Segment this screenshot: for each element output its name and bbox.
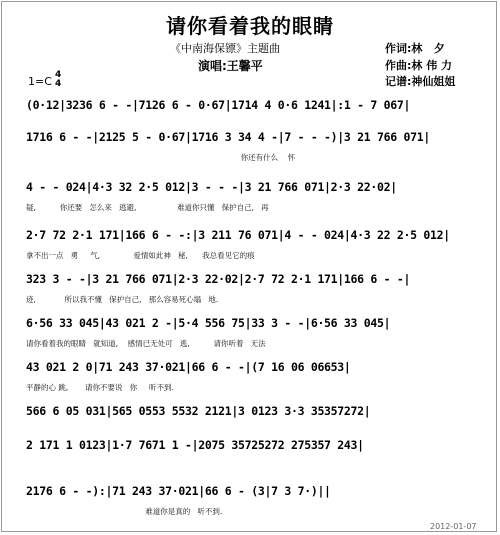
lyric-line: 请你看着我的眼睛 就知道, 感情已无处可 逃, 请你听着 无法 (26, 339, 266, 348)
date-stamp: 2012-01-07 (430, 522, 477, 531)
meter-bottom: 4 (55, 79, 62, 89)
notation-line: 4 - - 024|4·3 32 2·5 012|3 - - -|3 21 766 071|2·3 22·02| (26, 180, 397, 194)
notation-line: 1716 6 - -|2125 5 - 0·67|1716 3 34 4 -|7 - - -)|3 21 766 071| (26, 130, 431, 144)
notation-line: 43 021 2 0|71 243 37·021|66 6 - -|(7 16 06 06653| (26, 360, 351, 374)
notation-line: 566 6 05 031|565 0553 5532 2121|3 0123 3·3 35357272| (26, 404, 371, 418)
lyric-line: 迹, 所以我不懂 保护自己, 那么容易死心塌 地. (26, 295, 219, 304)
notation-line: (0·12|3236 6 - -|7126 6 - 0·67|1714 4 0·6 1241|:1 - 7 067| (26, 98, 411, 112)
notation-line: 323 3 - -|3 21 766 071|2·3 22·02|2·7 72 2·1 171|166 6 - -| (26, 272, 411, 286)
time-signature (55, 71, 61, 89)
notation-line: 2176 6 - -):|71 243 37·021|66 6 - (3|7 3 7·)|| (26, 484, 331, 498)
lyric-line: 平静的心 跳, 请你不要说 你 听不到. (26, 383, 174, 392)
notation-line: 6·56 33 045|43 021 2 -|5·4 556 75|33 3 - -|6·56 33 045| (26, 316, 391, 330)
lyric-line: 拿不出一点 勇 气, 爱情如此神 秘, 我总看见它的痕 (26, 251, 255, 260)
lyric-line: 难道你是真的 听不到. (26, 507, 223, 516)
lyricist-credit: 作词:林 夕 (385, 42, 445, 55)
notation-line: 2 171 1 0123|1·7 7671 1 -|2075 35725272 275357 243| (26, 438, 364, 452)
lyric-line: 疑, 你还要 怎么来 逃避, 难道你只懂 保护自己, 再 (26, 203, 269, 212)
notation-line: 2·7 72 2·1 171|166 6 - -:|3 211 76 071|4 - - 024|4·3 22 2·5 012| (26, 228, 450, 242)
song-subtitle: 《中南海保镖》主题曲 (170, 42, 280, 55)
transcriber-credit: 记谱:神仙姐姐 (385, 75, 456, 88)
meter-top: 4 (55, 70, 62, 80)
composer-credit: 作曲:林 伟 力 (385, 59, 453, 72)
key-signature: 1=C (28, 75, 52, 88)
singer-credit: 演唱:王馨平 (198, 59, 263, 73)
lyric-line: 你还有什么 怀 (26, 153, 296, 162)
song-title: 请你看着我的眼睛 (166, 14, 334, 38)
